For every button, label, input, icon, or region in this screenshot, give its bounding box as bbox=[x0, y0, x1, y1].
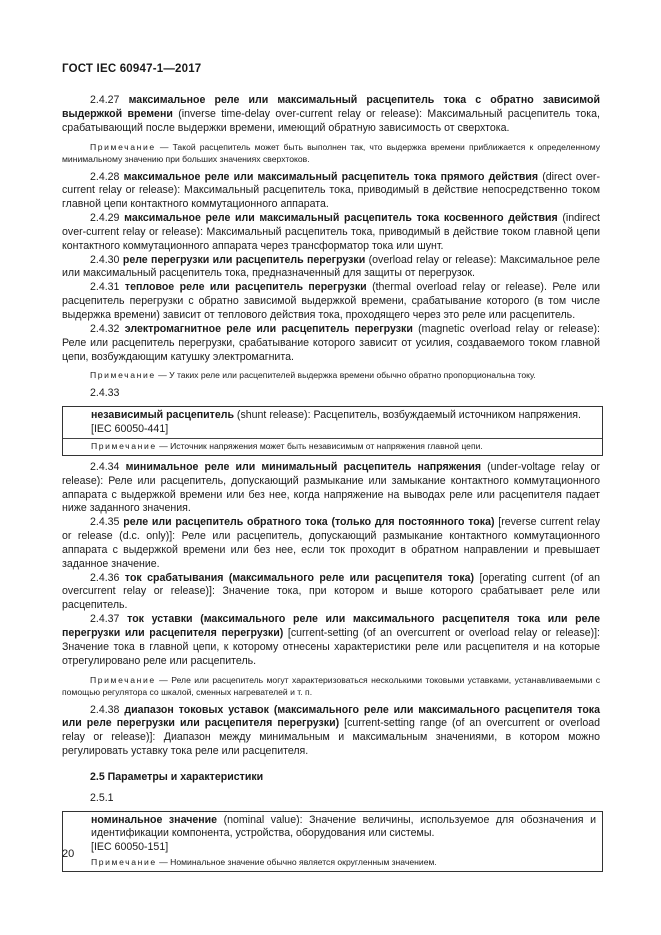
note-label: Примечание bbox=[91, 857, 157, 868]
definition: (under-voltage relay or release): Реле или расцепитель, допускающий размыкание или замыкание контактного коммутационного аппарата с выдержкой времени или без нее, когда напряжение на выводах реле или расцепителя падает ниже заданного значения. bbox=[62, 460, 600, 515]
clause-number: 2.4.28 bbox=[90, 170, 120, 183]
term: максимальное реле или максимальный расцепитель тока прямого действия bbox=[123, 170, 539, 183]
note-label: Примечание bbox=[90, 674, 156, 685]
term: номинальное значение bbox=[91, 813, 218, 826]
clause-2-4-31 bbox=[62, 281, 600, 323]
clause-2-4-37 bbox=[62, 613, 600, 668]
note-text: — Реле или расцепитель могут характеризоваться несколькими токовыми уставками, устанавливаемыми с помощью регулятора со шкалой, сменных нагревателей и т. п. bbox=[62, 674, 600, 698]
term: максимальное реле или максимальный расцепитель тока косвенного действия bbox=[124, 212, 558, 225]
clause-2-4-34 bbox=[62, 461, 600, 516]
box-note-row bbox=[63, 438, 602, 453]
page-number: 20 bbox=[62, 848, 75, 860]
term: минимальное реле или минимальный расцепитель напряжения bbox=[125, 460, 482, 473]
note-text: — Такой расцепитель может быть выполнен так, что выдержка времени приближается к определенному минимальному значению при больших значениях сверхтоков. bbox=[62, 141, 600, 165]
clause-number: 2.4.34 bbox=[90, 460, 120, 473]
term: ток уставки (максимального реле или максимального расцепителя тока или реле перегрузки или расцепителя перегрузки) bbox=[62, 613, 601, 639]
document-body bbox=[62, 94, 600, 872]
term: ток срабатывания (максимального реле или расцепителя тока) bbox=[124, 571, 475, 584]
boxed-definition bbox=[91, 814, 596, 842]
clause-2-4-28 bbox=[62, 171, 600, 213]
note-text: — Источник напряжения может быть независимым от напряжения главной цепи. bbox=[156, 441, 483, 452]
boxed-note bbox=[91, 440, 596, 453]
definition: (inverse time-delay over-current relay or release): Максимальный расцепитель тока, срабатывающий после выдержки времени, имеющий обратную зависимость от сверхтока. bbox=[62, 107, 600, 134]
definition: [operating current (of an overcurrent relay or release)]: Значение тока, при котором и выше которого срабатывает реле или расцепитель. bbox=[62, 571, 601, 612]
note-2-4-27 bbox=[62, 141, 600, 166]
clause-number: 2.4.27 bbox=[90, 94, 120, 106]
clause-number: 2.4.38 bbox=[90, 703, 120, 716]
term-box-2-4-33 bbox=[62, 406, 603, 456]
boxed-note bbox=[91, 856, 596, 869]
clause-2-4-30 bbox=[62, 254, 600, 282]
document-header: ГОСТ IEC 60947-1—2017 bbox=[62, 63, 202, 75]
clause-number: 2.4.32 bbox=[90, 322, 120, 335]
term: электромагнитное реле или расцепитель перегрузки bbox=[124, 322, 413, 335]
clause-number: 2.4.30 bbox=[90, 253, 120, 266]
term: реле перегрузки или расцепитель перегрузки bbox=[122, 253, 366, 266]
clause-2-4-29 bbox=[62, 212, 600, 254]
note-text: — Номинальное значение обычно является округленным значением. bbox=[156, 857, 437, 868]
definition: [current-setting (of an overcurrent or overload relay or release)]: Значение тока в главной цепи, к которому отнесены характеристики реле или расцепителя и на которые отрегулировано реле или расцепитель. bbox=[62, 627, 600, 667]
clause-2-4-38 bbox=[62, 704, 600, 759]
source-reference: [IEC 60050-441] bbox=[91, 422, 169, 435]
definition: [current-setting range (of an overcurrent or overload relay or release)]: Диапазон между минимальным и максимальным значениями, в котором можно регулировать уставку тока реле или расцепителя. bbox=[62, 717, 600, 758]
clause-2-4-36 bbox=[62, 572, 600, 614]
definition: (direct over-current relay or release): Максимальный расцепитель тока, приводимый в действие непосредственно током главной цепи контактного коммутационного аппарата. bbox=[62, 170, 600, 211]
definition: (thermal overload relay or release). Реле или расцепитель перегрузки с обратно зависимой выдержкой времени, срабатывание которого (в том числе выдержка времени) зависит от теплового действия тока, проходящего через это реле или расцепитель. bbox=[62, 281, 600, 321]
section-heading-2-5: 2.5 Параметры и характеристики bbox=[90, 770, 264, 783]
note-2-4-32 bbox=[62, 369, 600, 382]
clause-number: 2.4.37 bbox=[90, 613, 120, 626]
term: независимый расцепитель bbox=[91, 408, 234, 421]
clause-number: 2.4.31 bbox=[90, 281, 120, 294]
definition: (nominal value): Значение величины, используемое для обозначения и идентификации компонента, устройства, оборудования или системы. bbox=[91, 813, 596, 840]
definition: [reverse current relay or release (d.c. only)]: Реле или расцепитель, допускающий размыкание контактного коммутационного аппарата с выдержкой времени или без нее, если ток проходит в обратном направлении и превышает заданное значение. bbox=[62, 516, 600, 570]
definition: (shunt release): Расцепитель, возбуждаемый источником напряжения. bbox=[233, 408, 581, 421]
clause-number: 2.4.29 bbox=[90, 212, 120, 225]
note-2-4-37 bbox=[62, 674, 600, 699]
note-label: Примечание bbox=[90, 141, 156, 152]
clause-number: 2.4.36 bbox=[90, 571, 120, 584]
definition: (overload relay or release): Максимальное реле или максимальный расцепитель тока, предназначенный для защиты от перегрузок. bbox=[62, 253, 600, 280]
definition: (magnetic overload relay or release): Реле или расцепитель перегрузки, срабатывание которого зависит от усилия, создаваемого током главной цепи, возбуждающим катушку электромагнита. bbox=[62, 322, 601, 363]
boxed-definition bbox=[91, 409, 596, 423]
term: диапазон токовых уставок (максимального реле или максимального расцепителя тока или реле перегрузки или расцепителя перегрузки) bbox=[62, 703, 600, 730]
clause-2-4-27 bbox=[62, 94, 600, 136]
term: максимальное реле или максимальный расцепитель тока с обратно зависимой выдержкой времени bbox=[62, 94, 600, 120]
note-label: Примечание bbox=[91, 441, 157, 452]
note-text: — У таких реле или расцепителей выдержка времени обычно обратно пропорциональна току. bbox=[155, 370, 536, 381]
term: тепловое реле или расцепитель перегрузки bbox=[124, 281, 367, 294]
source-reference: [IEC 60050-151] bbox=[91, 841, 169, 854]
clause-2-4-32 bbox=[62, 323, 600, 365]
definition: (indirect over-current relay or release): Максимальный расцепитель тока, приводимый в действие током главной цепи контактного коммутационного аппарата через трансформатор тока или шунт. bbox=[62, 212, 601, 252]
term: реле или расцепитель обратного тока (только для постоянного тока) bbox=[123, 516, 495, 529]
clause-number: 2.4.35 bbox=[90, 516, 120, 529]
clause-number-2-5-1: 2.5.1 bbox=[90, 791, 114, 804]
term-box-2-5-1 bbox=[62, 811, 603, 872]
clause-number-2-4-33: 2.4.33 bbox=[90, 386, 120, 399]
note-label: Примечание bbox=[90, 370, 156, 381]
clause-2-4-35 bbox=[62, 516, 600, 571]
